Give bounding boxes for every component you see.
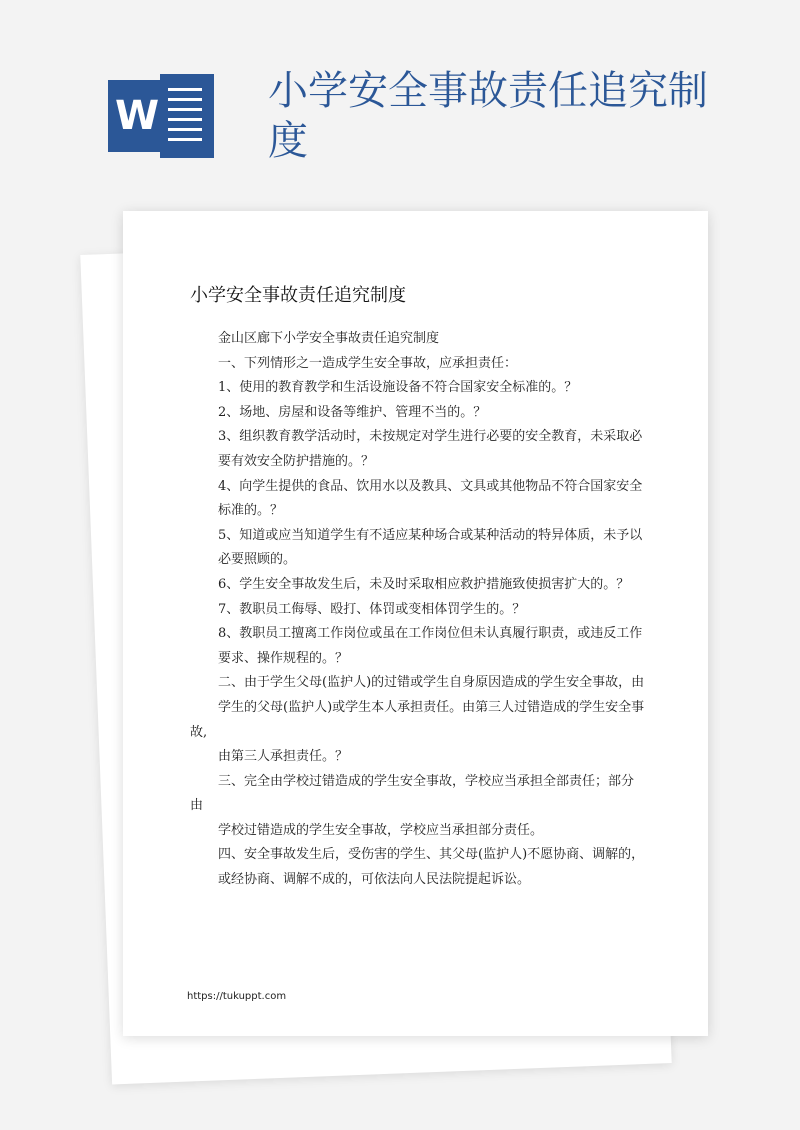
body-line: 学校过错造成的学生安全事故，学校应当承担部分责任。	[218, 822, 544, 838]
body-line: 2、场地、房屋和设备等维护、管理不当的。？	[218, 404, 487, 420]
doc-line	[168, 108, 202, 111]
body-line: 4、向学生提供的食品、饮用水以及教具、文具或其他物品不符合国家安全	[218, 478, 643, 494]
word-letter-badge: W	[108, 80, 166, 152]
body-line: 或经协商、调解不成的，可依法向人民法院提起诉讼。	[218, 872, 531, 888]
body-line: 三、完全由学校过错造成的学生安全事故，学校应当承担全部责任；部分	[218, 773, 635, 789]
document-page	[123, 211, 708, 1036]
body-line: 1、使用的教育教学和生活设施设备不符合国家安全标准的。？	[218, 380, 578, 396]
body-line: 二、由于学生父母(监护人)的过错或学生自身原因造成的学生安全事故，由	[218, 675, 645, 691]
word-document-icon	[108, 74, 214, 158]
document-title: 小学安全事故责任追究制度	[190, 285, 406, 306]
body-line: 故,	[190, 724, 208, 740]
doc-line	[168, 138, 202, 141]
doc-lines-panel	[160, 74, 214, 158]
body-line: 3、组织教育教学活动时，未按规定对学生进行必要的安全教育，未采取必	[218, 429, 643, 445]
body-line: 要有效安全防护措施的。？	[218, 453, 375, 469]
doc-line	[168, 88, 202, 91]
body-line: 学生的父母(监护人)或学生本人承担责任。由第三人过错造成的学生安全事	[218, 699, 645, 715]
body-line: 标准的。？	[218, 503, 284, 519]
body-line: 8、教职员工擅离工作岗位或虽在工作岗位但未认真履行职责，或违反工作	[218, 626, 643, 642]
doc-line	[168, 98, 202, 101]
doc-line	[168, 128, 202, 131]
hero-title: 小学安全事故责任追究制度	[268, 68, 708, 164]
body-line: 5、知道或应当知道学生有不适应某种场合或某种活动的特异体质，未予以	[218, 527, 643, 543]
body-line: 必要照顾的。	[218, 552, 297, 568]
body-line: 四、安全事故发生后，受伤害的学生、其父母(监护人)不愿协商、调解的，	[218, 847, 645, 863]
body-line: 由	[190, 798, 204, 814]
doc-line	[168, 118, 202, 121]
body-line: 要求、操作规程的。？	[218, 650, 349, 666]
body-line: 6、学生安全事故发生后，未及时采取相应救护措施致使损害扩大的。？	[218, 576, 630, 592]
document-body	[190, 327, 645, 893]
body-line: 由第三人承担责任。？	[218, 749, 349, 765]
footer-link[interactable]: https://tukuppt.com	[187, 991, 287, 1002]
body-line: 一、下列情形之一造成学生安全事故，应承担责任：	[218, 355, 518, 371]
body-line: 7、教职员工侮辱、殴打、体罚或变相体罚学生的。？	[218, 601, 526, 617]
body-line: 金山区廊下小学安全事故责任追究制度	[218, 331, 440, 346]
